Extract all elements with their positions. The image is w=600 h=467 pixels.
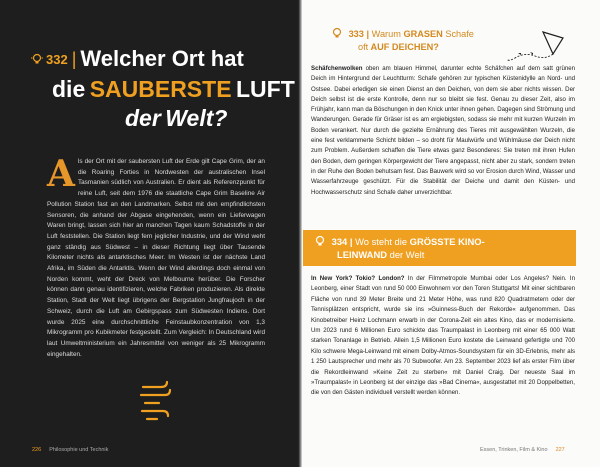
lightbulb-icon — [330, 27, 344, 39]
question-number: 332 — [46, 51, 68, 67]
left-page-number: 226 — [32, 447, 42, 453]
lightbulb-icon — [313, 235, 327, 247]
question-separator: | — [71, 48, 77, 69]
title-line-1: Welcher Ort hat — [80, 46, 244, 71]
question-334-word-2: der Welt — [389, 248, 425, 260]
answer-333-body: oben am blauen Himmel, darunter echte Schäfchen auf dem satt grünen Deich im Hintergrund der Leuchtturm: Schafe gehören zur typischen Küstenidylle an Nord- und Ostsee. Dabei erledigen sie einen Dienst an den Deichen, von dem sie aber nichts wissen. Der Deich selbst ist die erste Kontrolle, denn nur so bleibt sie fest. Genau zu dieser Zeit, also im Frühjahr, kann man da Böschungen in den Knick unter ihnen gehen. Dagegen sind Strömung und Wanderungen. Gerade für Gräser ist es am ergiebigsten, sodass sie mehr mit kurzen Wurzeln im Boden verankert. Nur durch die gezielte Ernährung des Tieres mit ausgewählten Wurzeln, die eine fest verklammerte Schicht bilden – so droht für Maulwürfe und Wühlmäuse der Deich nicht zum Problem. Außerdem schaffen die Tiere etwas ganz Besonderes: Sie treten mit ihren Hufen den Boden, dem geringen Körpergewicht der Tiere angepasst, nicht aber zu stark, sondern treten in der Ruhe den Boden behutsam fest. Das Bauwerk wird so vor Erosion durch Wind, Wasser und Wasserfahrzeuge geschützt. Für die Stabilität der Deiche und damit den Küsten- und Hochwasserschutz sind Schafe daher unverzichtbar. — [311, 65, 575, 196]
title-line-3-prefix: der — [125, 105, 161, 131]
question-333-bold-1: GRASEN — [403, 29, 443, 39]
question-334-number: 334 — [331, 236, 348, 247]
title-line-3-word: Welt? — [165, 105, 228, 131]
question-333-word-1: Warum — [371, 29, 401, 39]
question-333-heading — [330, 27, 530, 54]
lightbulb-icon — [30, 53, 44, 65]
right-footer — [480, 447, 565, 453]
answer-334-text — [311, 274, 575, 399]
answer-333-lead: Schäfchenwolken — [311, 65, 363, 72]
question-333-number: 333 — [348, 29, 364, 39]
left-footer — [32, 447, 108, 453]
question-334-bold-2: LEINWAND — [337, 248, 387, 260]
right-footer-section: Essen, Trinken, Film & Kino — [480, 447, 548, 453]
question-333-separator: | — [366, 29, 370, 39]
left-page — [0, 0, 298, 467]
question-334-separator: | — [349, 236, 353, 247]
question-333-word-3: oft — [358, 42, 369, 52]
left-footer-section: Philosophie und Technik — [49, 447, 109, 453]
question-334-bold-1: GRÖSSTE KINO- — [409, 236, 485, 247]
title-line-2-prefix: die — [52, 76, 86, 102]
answer-334-lead: In New York? Tokio? London? — [311, 275, 405, 282]
dropcap: A — [47, 153, 75, 195]
right-page-number: 227 — [555, 447, 565, 453]
answer-333-text — [311, 64, 575, 198]
wind-icon — [139, 379, 171, 423]
answer-334-body: In der Filmmetropole Mumbai oder Los Angeles? Nein. In Leonberg, einer Stadt von rund 50 000 Einwohnern vor den Toren Stuttgarts! Mit einer sichtbaren Fläche von rund 39 Meter Breite und 21 Meter Höhe, was rund 820 Quadratmetern oder der Tennisplätzen entspricht, wurde sie ins »Guinness-Buch der Rekorde« aufgenommen. Das Kinobetreiber Heinz Lochmann erwarb in der Corona-Zeit ein altes Kino, das er modernisierte. Um 2023 rund 6 Millionen Euro schickte das Traumpalast in Leonberg mit einer 65 000 Watt starken Tonanlage in Betrieb. Allein 1,5 Millionen Euro kostete die Leinwand gefertigte und 700 Kilo schwere Mega-Leinwand mit einem Dolby-Atmos-Soundsystem für ein 3D-Erlebnis, mehr als 1 250 Lautsprecher und mehr als 70 Subwoofer. Am 23. September 2023 lief als erster Film über die Rekordleinwand »Keine Zeit zu sterben« mit Daniel Craig. Der neueste Saal im »Traumpalast« in Leonberg ist der einzige das »Bad Cinema«, ausgestattet mit 20 Doppelbetten, die von den Gästen individuell verstellt werden können. — [311, 275, 576, 397]
answer-332-body: ls der Ort mit der saubersten Luft der Erde gilt Cape Grim, der an die Roaring Forties in Nordwesten der australischen Insel Tasmanien südlich von Australien. Er dient als Referenzpunkt für reine Luft, seit dem 1976 die staatliche Cape Grim Baseline Air Pollution Station fast an den Landmarken. Selbst mit den empfindlichsten Sensoren, die anhand der Abgase eingehenden, wenn ein Lieferwagen Waren bringt, lassen sich hier an manchen Tagen kaum Schadstoffe in der Luft feststellen. Die Station liegt fern jeglicher Industrie, und der Wind weht ganz ständig aus Südwest – in dieser Richtung liegt über Tausende Kilometer nichts als antarktisches Meer. Im Westen ist der nächste Land Afrika, im Süden die Antarktis. Wenn der Wind allerdings doch einmal von Norden kommt, weht der Dreck von Melbourne herüber. Die Forscher können dann genau identifizieren, welche Fabriken produzieren. Als direkte Station, Stadt der Welt liegt übrigens der Bergstation Jungfraujoch in der Schweiz, durch die Luft am Gebirgspass zum Südwesten Indiens. Dort wurde 2025 eine durchschnittliche Feinstaubkonzentration von 1,3 Mikrogramm pro Kubikmeter festgestellt. Zum Vergleich: In Deutschland wird laut Umweltministerium ein Jahresmittel von weniger als 25 Mikrogramm eingehalten. — [47, 158, 265, 358]
question-333-word-2: Schafe — [445, 29, 474, 39]
question-332-heading — [30, 46, 295, 132]
question-334-word-1: Wo steht die — [355, 236, 408, 247]
title-accent-luft: LUFT — [236, 76, 295, 102]
title-accent-sauberste: SAUBERSTE — [89, 76, 232, 102]
question-333-bold-2: AUF DEICHEN? — [370, 42, 439, 52]
answer-332-text — [47, 153, 265, 360]
question-334-heading — [313, 235, 485, 261]
